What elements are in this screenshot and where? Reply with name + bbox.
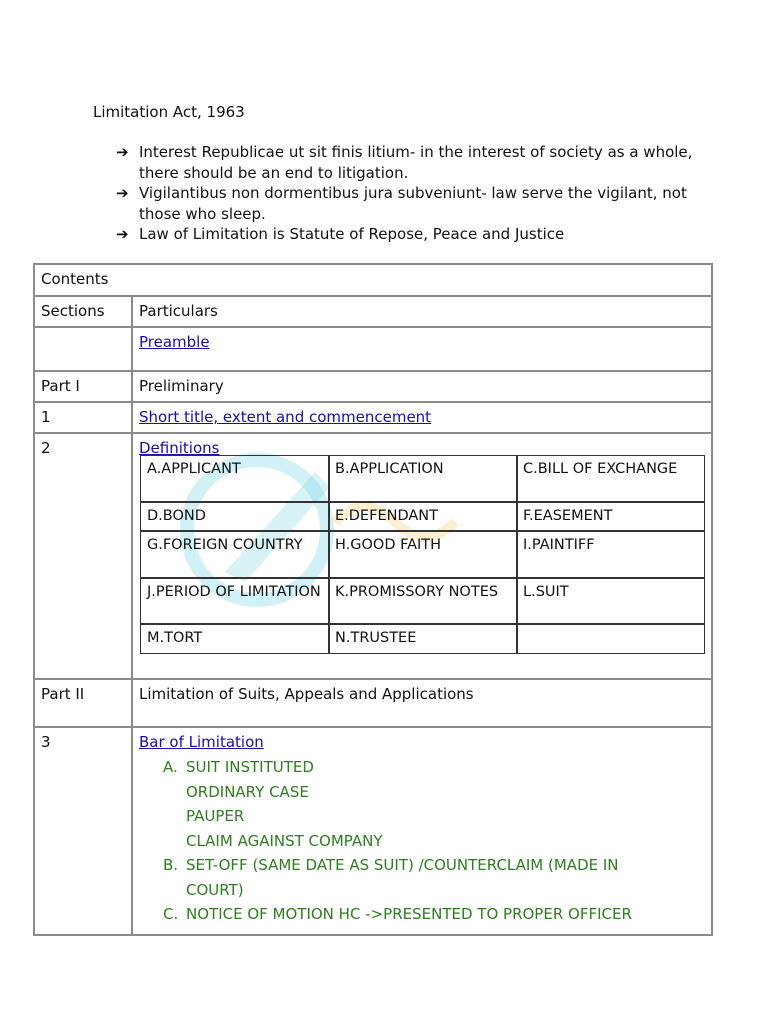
sections-header: Sections (35, 297, 133, 326)
definition-term: J.PERIOD OF LIMITATION (147, 584, 321, 600)
particulars-header: Particulars (139, 302, 218, 320)
list-item: C. NOTICE OF MOTION HC ->PRESENTED TO PROPER OFFICER (163, 905, 632, 923)
section-label: Part II (35, 680, 133, 726)
arrow-icon: ➔ (116, 225, 129, 243)
list-item: ➔ Interest Republicae ut sit finis litium- in the interest of society as a whole, there should be an end to litigation. (116, 143, 693, 182)
definition-term: F.EASEMENT (523, 508, 613, 524)
definitions-link[interactable]: Definitions (139, 439, 220, 457)
definition-term (517, 625, 704, 635)
table-row (35, 370, 711, 401)
definition-term: B.APPLICATION (335, 461, 444, 477)
definition-term: K.PROMISSORY NOTES (335, 584, 499, 600)
section-label: 3 (35, 728, 133, 934)
definitions-grid (140, 455, 705, 654)
definition-term: L.SUIT (523, 584, 569, 600)
arrow-icon: ➔ (116, 143, 129, 161)
list-item: A. SUIT INSTITUTED ORDINARY CASE PAUPER CLAIM AGAINST COMPANY (163, 758, 383, 850)
document-title: Limitation Act, 1963 (93, 103, 245, 121)
definition-term: I.PAINTIFF (523, 537, 595, 553)
list-item: ➔ Vigilantibus non dormentibus jura subveniunt- law serve the vigilant, not those who sleep. (116, 184, 687, 223)
table-row (35, 326, 711, 370)
definition-term: G.FOREIGN COUNTRY (147, 537, 303, 553)
section-label: 2 (35, 434, 133, 678)
particulars-text: Limitation of Suits, Appeals and Applications (139, 685, 474, 703)
table-row (35, 401, 711, 432)
definition-term: E.DEFENDANT (335, 508, 438, 524)
table-row (35, 265, 711, 295)
short-title-link[interactable]: Short title, extent and commencement (139, 408, 432, 426)
arrow-icon: ➔ (116, 184, 129, 202)
bar-of-limitation-link[interactable]: Bar of Limitation (139, 733, 264, 751)
bar-of-limitation-list (163, 755, 632, 927)
definition-term: H.GOOD FAITH (335, 537, 442, 553)
list-item: ➔ Law of Limitation is Statute of Repose, Peace and Justice (116, 225, 565, 243)
definition-term: C.BILL OF EXCHANGE (523, 461, 678, 477)
maxims-list (116, 142, 696, 245)
section-label: Part I (35, 372, 133, 401)
table-row (35, 295, 711, 326)
definition-term: N.TRUSTEE (335, 630, 417, 646)
definition-term: A.APPLICANT (147, 461, 241, 477)
list-item: B. SET-OFF (SAME DATE AS SUIT) /COUNTERCLAIM (MADE IN COURT) (163, 856, 619, 899)
particulars-text: Preliminary (139, 377, 224, 395)
section-label: 1 (35, 403, 133, 432)
definition-term: M.TORT (147, 630, 203, 646)
definition-term: D.BOND (147, 508, 206, 524)
preamble-link[interactable]: Preamble (139, 333, 210, 351)
contents-heading: Contents (41, 270, 109, 288)
table-row (35, 678, 711, 726)
